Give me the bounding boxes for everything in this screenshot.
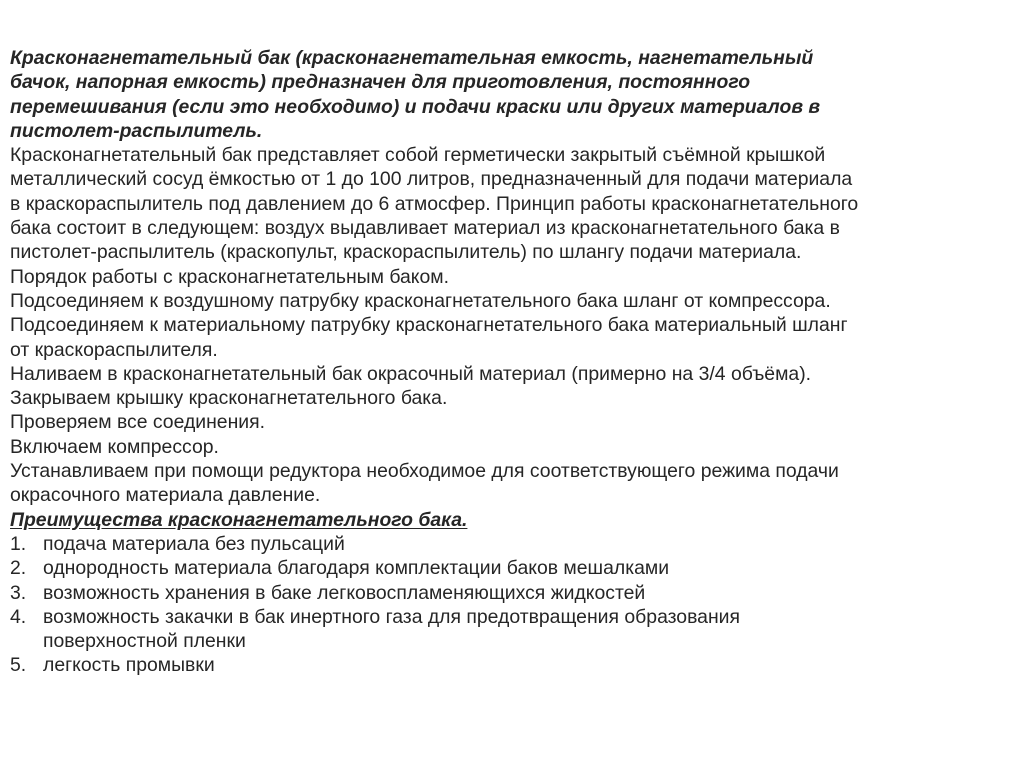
list-item-number: 5. (10, 654, 27, 677)
advantages-section (10, 508, 1010, 678)
list-item-text: подача материала без пульсаций (43, 532, 345, 555)
description-paragraph (10, 143, 1010, 264)
procedure-line: от краскораспылителя. (10, 338, 218, 361)
procedure-line: Порядок работы с красконагнетательным баком. (10, 265, 449, 288)
procedure-line: Включаем компрессор. (10, 435, 219, 458)
list-item-text-line: возможность закачки в бак инертного газа для предотвращения образования (43, 605, 741, 628)
list-item-text-multiline (43, 605, 740, 654)
procedure-line: Подсоединяем к воздушному патрубку красконагнетательного бака шланг от компрессора. (10, 289, 831, 312)
procedure-line: Устанавливаем при помощи редуктора необходимое для соответствующего режима подачи (10, 460, 839, 483)
description-line: металлический сосуд ёмкостью от 1 до 100 литров, предназначенный для подачи материала (10, 168, 853, 191)
intro-line: пистолет-распылитель. (10, 119, 263, 142)
slide-text-body (10, 46, 1010, 678)
description-line: бака состоит в следующем: воздух выдавливает материал из красконагнетательного бака в (10, 217, 840, 240)
list-item (10, 605, 1010, 654)
intro-line: перемешивания (если это необходимо) и подачи краски или других материалов в (10, 95, 821, 118)
procedure-line: Наливаем в красконагнетательный бак окрасочный материал (примерно на 3/4 объёма). (10, 362, 812, 385)
list-item-text: легкость промывки (43, 654, 215, 677)
procedure-line: Подсоединяем к материальному патрубку красконагнетательного бака материальный шланг (10, 314, 848, 337)
list-item-text-line: поверхностной пленки (43, 630, 246, 653)
procedure-line: Закрываем крышку красконагнетательного бака. (10, 387, 448, 410)
procedure-section (10, 265, 1010, 508)
intro-line: Красконагнетательный бак (красконагнетательная емкость, нагнетательный (10, 47, 814, 69)
procedure-line: окрасочного материала давление. (10, 484, 321, 507)
intro-paragraph (10, 46, 1010, 143)
list-item (10, 653, 1010, 677)
list-item-number: 2. (10, 557, 27, 580)
intro-line: бачок, напорная емкость) предназначен для приготовления, постоянного (10, 71, 751, 94)
advantages-heading: Преимущества красконагнетательного бака. (10, 508, 468, 531)
list-item-text: возможность хранения в баке легковоспламеняющихся жидкостей (43, 581, 646, 604)
description-line: Красконагнетательный бак представляет собой герметически закрытый съёмной крышкой (10, 144, 826, 167)
procedure-line: Проверяем все соединения. (10, 411, 266, 434)
list-item-number: 4. (10, 605, 27, 628)
list-item (10, 532, 1010, 556)
list-item (10, 556, 1010, 580)
advantages-list (10, 532, 1010, 678)
list-item-text: однородность материала благодаря комплектации баков мешалками (43, 557, 670, 580)
list-item (10, 581, 1010, 605)
list-item-number: 1. (10, 532, 27, 555)
description-line: в краскораспылитель под давлением до 6 атмосфер. Принцип работы красконагнетательного (10, 192, 859, 215)
description-line: пистолет-распылитель (краскопульт, краскораспылитель) по шлангу подачи материала. (10, 241, 802, 264)
list-item-number: 3. (10, 581, 27, 604)
